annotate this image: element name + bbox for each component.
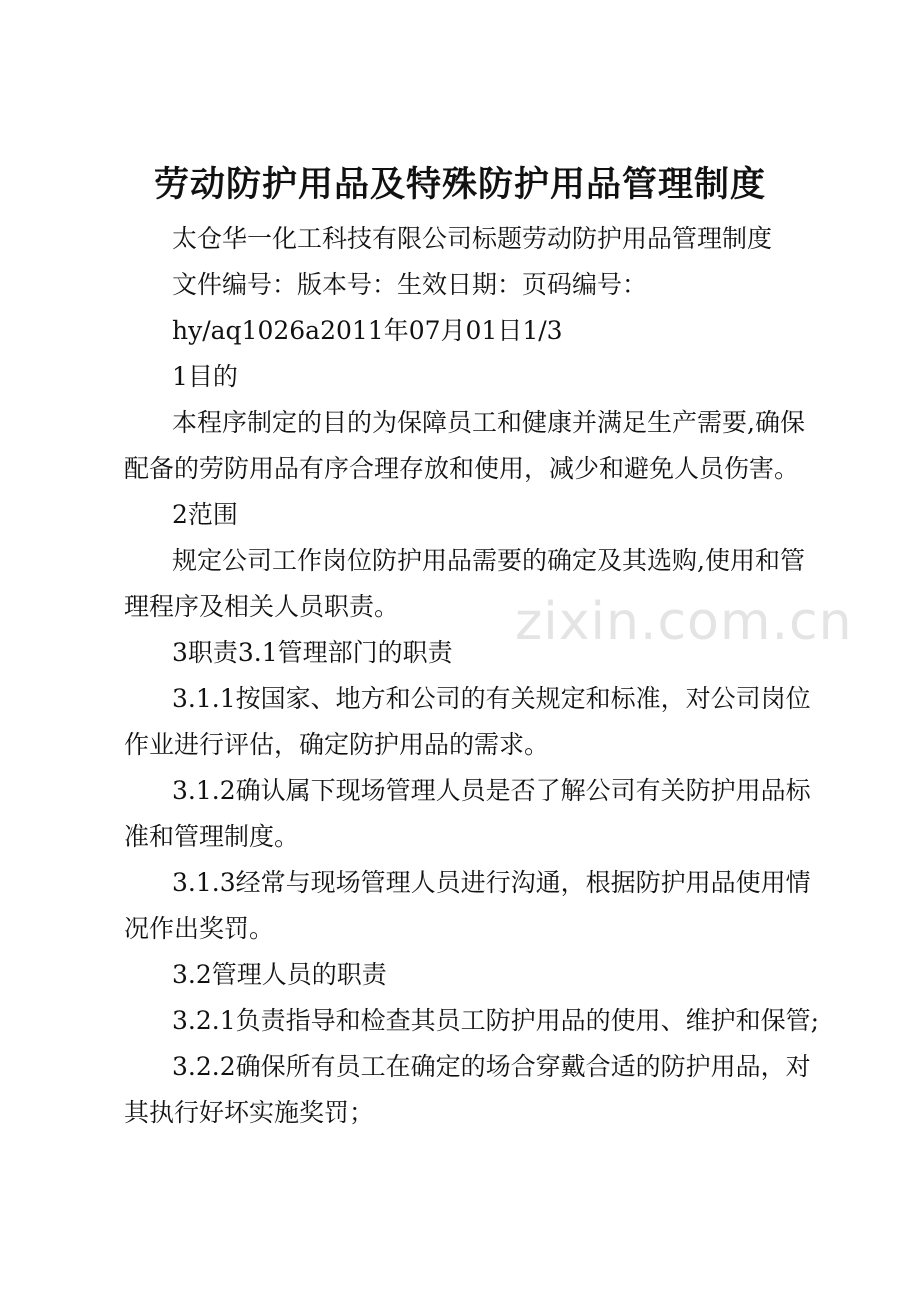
paragraph-line: 3.2.1负责指导和检查其员工防护用品的使用、维护和保管; (172, 1006, 820, 1035)
paragraph-line: 准和管理制度。 (124, 822, 300, 851)
paragraph-line: 3.1.1按国家、地方和公司的有关规定和标准，对公司岗位 (172, 684, 811, 713)
paragraph-line: 况作出奖罚。 (124, 914, 275, 943)
paragraph-line: 本程序制定的目的为保障员工和健康并满足生产需要,确保 (172, 408, 805, 437)
paragraph-line: 3.1.2确认属下现场管理人员是否了解公司有关防护用品标 (172, 776, 811, 805)
paragraph-line: 3.1.3经常与现场管理人员进行沟通，根据防护用品使用情 (172, 868, 811, 897)
paragraph-line: 规定公司工作岗位防护用品需要的确定及其选购,使用和管 (172, 546, 805, 575)
watermark: zixin.com.cn (515, 592, 853, 652)
section-heading-scope: 2范围 (172, 500, 238, 529)
file-meta-labels: 文件编号：版本号：生效日期：页码编号： (172, 270, 648, 299)
section-heading-duties: 3职责3.1管理部门的职责 (172, 638, 453, 667)
paragraph-line: 作业进行评估，确定防护用品的需求。 (124, 730, 550, 759)
paragraph-line: 配备的劳防用品有序合理存放和使用，减少和避免人员伤害。 (124, 454, 800, 483)
paragraph-line: 其执行好坏实施奖罚； (124, 1098, 375, 1127)
section-heading-manager-duties: 3.2管理人员的职责 (172, 960, 387, 989)
file-meta-values: hy/aq1026a2011年07月01日1/3 (172, 316, 563, 345)
document-title: 劳动防护用品及特殊防护用品管理制度 (153, 164, 766, 205)
paragraph-line: 理程序及相关人员职责。 (124, 592, 400, 621)
company-title-line: 太仓华一化工科技有限公司标题劳动防护用品管理制度 (172, 224, 773, 253)
paragraph-line: 3.2.2确保所有员工在确定的场合穿戴合适的防护用品，对 (172, 1052, 811, 1081)
section-heading-purpose: 1目的 (172, 362, 238, 391)
